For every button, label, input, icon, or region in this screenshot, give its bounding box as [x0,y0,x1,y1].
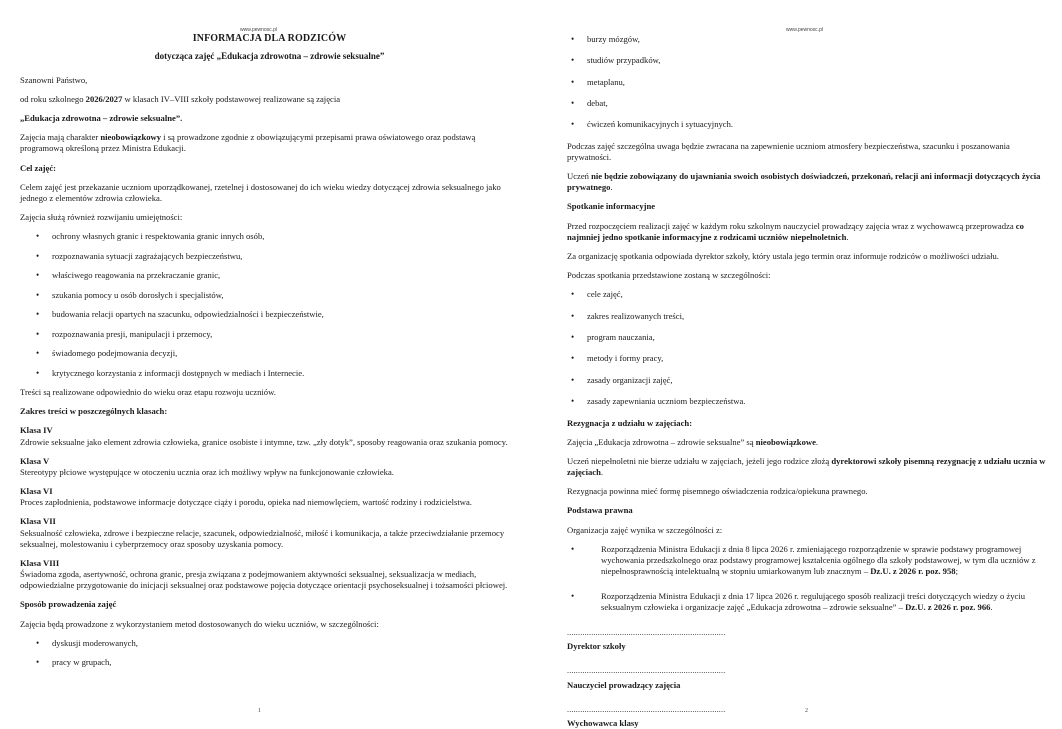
class-block [20,558,519,592]
signature-homeroom: Wychowawca klasy [567,718,639,729]
legal-list [567,544,1048,614]
legal-item: • Rozporządzenia Ministra Edukacji z dnia 8 lipca 2026 r. zmieniającego rozporządzenie w sprawie podstawy programowej wychowania przedszkolnego oraz podstawy programowej kształcenia ogólnego dla szkoły podstawowej, w tym dla uczniów z niepełnosprawnością intelektualną w stopniu umiarkowanym lub znacznym – Dz.U. z 2026 r. poz. 958; [567,544,1048,578]
method-text: Zajęcia będą prowadzone z wykorzystaniem metod dostosowanych do wieku uczniów, w szczególności: [20,618,379,629]
list-item: • szukania pomocy u osób dorosłych i specjalistów, [20,290,519,301]
scope-heading: Zakres treści w poszczególnych klasach: [20,406,168,417]
list-item: • rozpoznawania presji, manipulacji i przemocy, [20,329,519,340]
list-item: • pracy w grupach, [20,657,519,668]
class-text: Zdrowie seksualne jako element zdrowia człowieka, granice osobiste i intymne, tzw. „zły dotyk”, sposoby reagowania oraz szukania pomocy. [20,436,508,447]
list-item: • krytycznego korzystania z informacji dostępnych w mediach i Internecie. [20,368,519,379]
list-item: • program nauczania, [567,332,1048,343]
safety-text: Podczas zajęć szczególna uwaga będzie zwracana na zapewnienie uczniom atmosfery bezpieczeństwa, szacunku i poszanowania prywatności. [567,140,1010,162]
methods-list [20,638,519,669]
signature-line: ........................................................................ [567,627,726,637]
list-item: • rozpoznawania sytuacji zagrażających bezpieczeństwu, [20,251,519,262]
age-note: Treści są realizowane odpowiednio do wieku oraz etapu rozwoju uczniów. [20,386,276,397]
list-item: • zasady zapewniania uczniom bezpieczeństwa. [567,396,1048,407]
document-title: INFORMACJA DLA RODZICÓW [192,33,347,44]
signature-director: Dyrektor szkoły [567,640,626,651]
course-name: „Edukacja zdrowotna – zdrowie seksualne”. [20,113,183,124]
skills-list [20,231,519,378]
document-subtitle: dotycząca zajęć „Edukacja zdrowotna – zdrowie seksualne” [154,51,385,61]
list-item: • właściwego reagowania na przekraczanie granic, [20,270,519,281]
class-text: Świadoma zgoda, asertywność, ochrona granic, presja związana z podejmowaniem aktywności seksualnej, seksualizacja w mediach, odpowiedzialne przygotowanie do inicjacji seksualnej oraz podstawowe pojęcia dotyczące orientacji psychoseksualnej i tożsamości płciowej. [20,569,508,591]
class-title: Klasa VIII [20,557,60,568]
legal-intro: Organizacja zajęć wynika w szczególności z: [567,524,723,535]
list-item: • metaplanu, [567,77,1048,88]
list-item: • cele zajęć, [567,289,1048,300]
method-heading: Sposób prowadzenia zajęć [20,599,117,610]
resign-text-3: Rezygnacja powinna mieć formę pisemnego oświadczenia rodzica/opiekuna prawnego. [567,486,868,497]
page-url: www.pewnosc.pl [786,27,823,33]
class-text: Seksualność człowieka, zdrowe i bezpieczne relacje, szacunek, odpowiedzialność, miłość i komunikacja, a także przeciwdziałanie przemocy seksualnej, molestowaniu i cyberprzemocy oraz sposoby uzyskania pomocy. [20,527,505,549]
resign-text-2: Uczeń niepełnoletni nie bierze udziału w zajęciach, jeżeli jego rodzice złożą dyrektorowi szkoły pisemną rezygnację z udziału ucznia w zajęciach. [567,455,1046,478]
resign-text-1: Zajęcia „Edukacja zdrowotna – zdrowie seksualne” są nieobowiązkowe. [567,436,819,447]
character-paragraph: Zajęcia mają charakter nieobowiązkowy i są prowadzone zgodnie z obowiązującymi przepisami prawa oświatowego oraz podstawą programową określoną przez Ministra Edukacji. [20,132,476,154]
list-item: • dyskusji moderowanych, [20,638,519,649]
list-item: • budowania relacji opartych na szacunku, odpowiedzialności i bezpieczeństwie, [20,309,519,320]
skills-intro: Zajęcia służą również rozwijaniu umiejętności: [20,212,183,223]
class-block [20,425,519,447]
page-number: 1 [258,708,261,714]
class-text: Stereotypy płciowe występujące w otoczeniu ucznia oraz ich możliwy wpływ na funkcjonowanie człowieka. [20,466,394,477]
list-item: • metody i formy pracy, [567,353,1048,364]
legal-heading: Podstawa prawna [567,505,633,516]
class-text: Proces zapłodnienia, podstawowe informacje dotyczące ciąży i porodu, opieka nad niemowlęciem, wartość rodziny i rodzicielstwa. [20,497,472,508]
page-url: www.pewnosc.pl [240,27,277,33]
privacy-text: Uczeń nie będzie zobowiązany do ujawniania swoich osobistych doświadczeń, przekonań, relacji ani informacji dotyczących życia prywatnego. [567,171,1041,193]
class-title: Klasa VII [20,516,56,527]
meeting-organization: Za organizację spotkania odpowiada dyrektor szkoły, który ustala jego termin oraz informuje rodziców o możliwości udziału. [567,251,999,261]
class-title: Klasa VI [20,486,53,497]
page-2 [531,0,1062,729]
page-1 [0,0,531,713]
list-item: • świadomego podejmowania decyzji, [20,348,519,359]
page-number: 2 [805,708,808,714]
class-block [20,516,519,550]
signature-teacher: Nauczyciel prowadzący zajęcia [567,679,681,690]
meeting-intro: Podczas spotkania przedstawione zostaną w szczególności: [567,270,771,281]
list-item: • zakres realizowanych treści, [567,311,1048,322]
meeting-heading: Spotkanie informacyjne [567,201,656,212]
meeting-text: Przed rozpoczęciem realizacji zajęć w każdym roku szkolnym nauczyciel prowadzący zajęcia wraz z wychowawcą przeprowadza co najmniej jedno spotkanie informacyjne z rodzicami uczniów niepełnoletnich. [567,220,1024,242]
goal-heading: Cel zajęć: [20,162,57,173]
class-block [20,456,519,478]
greeting: Szanowni Państwo, [20,74,88,85]
class-title: Klasa IV [20,425,53,436]
list-item: • ćwiczeń komunikacyjnych i sytuacyjnych. [567,119,1048,130]
signature-line: ........................................................................ [567,704,726,714]
methods-list-continued [567,34,1048,131]
list-item: • zasady organizacji zajęć, [567,375,1048,386]
signature-line: ........................................................................ [567,666,726,676]
class-title: Klasa V [20,455,50,466]
goal-text: Celem zajęć jest przekazanie uczniom uporządkowanej, rzetelnej i dostosowanej do ich wieku wiedzy dotyczącej zdrowia seksualnego jako jednego z elementów zdrowia człowieka. [20,181,501,203]
list-item: • studiów przypadków, [567,55,1048,66]
legal-item: • Rozporządzenia Ministra Edukacji z dnia 17 lipca 2026 r. regulującego sposób realizacji treści dotyczących wiedzy o życiu seksualnym człowieka i organizacje zajęć „Edukacja zdrowotna – zdrowie seksualne” – Dz.U. z 2026 r. poz. 966. [567,591,1048,613]
intro-paragraph: od roku szkolnego 2026/2027 w klasach IV–VIII szkoły podstawowej realizowane są zajęcia [20,93,341,104]
class-block [20,486,519,508]
list-item: • ochrony własnych granic i respektowania granic innych osób, [20,231,519,242]
resign-heading: Rezygnacja z udziału w zajęciach: [567,417,693,428]
list-item: • burzy mózgów, [567,34,1048,45]
list-item: • debat, [567,98,1048,109]
meeting-items-list [567,289,1048,407]
